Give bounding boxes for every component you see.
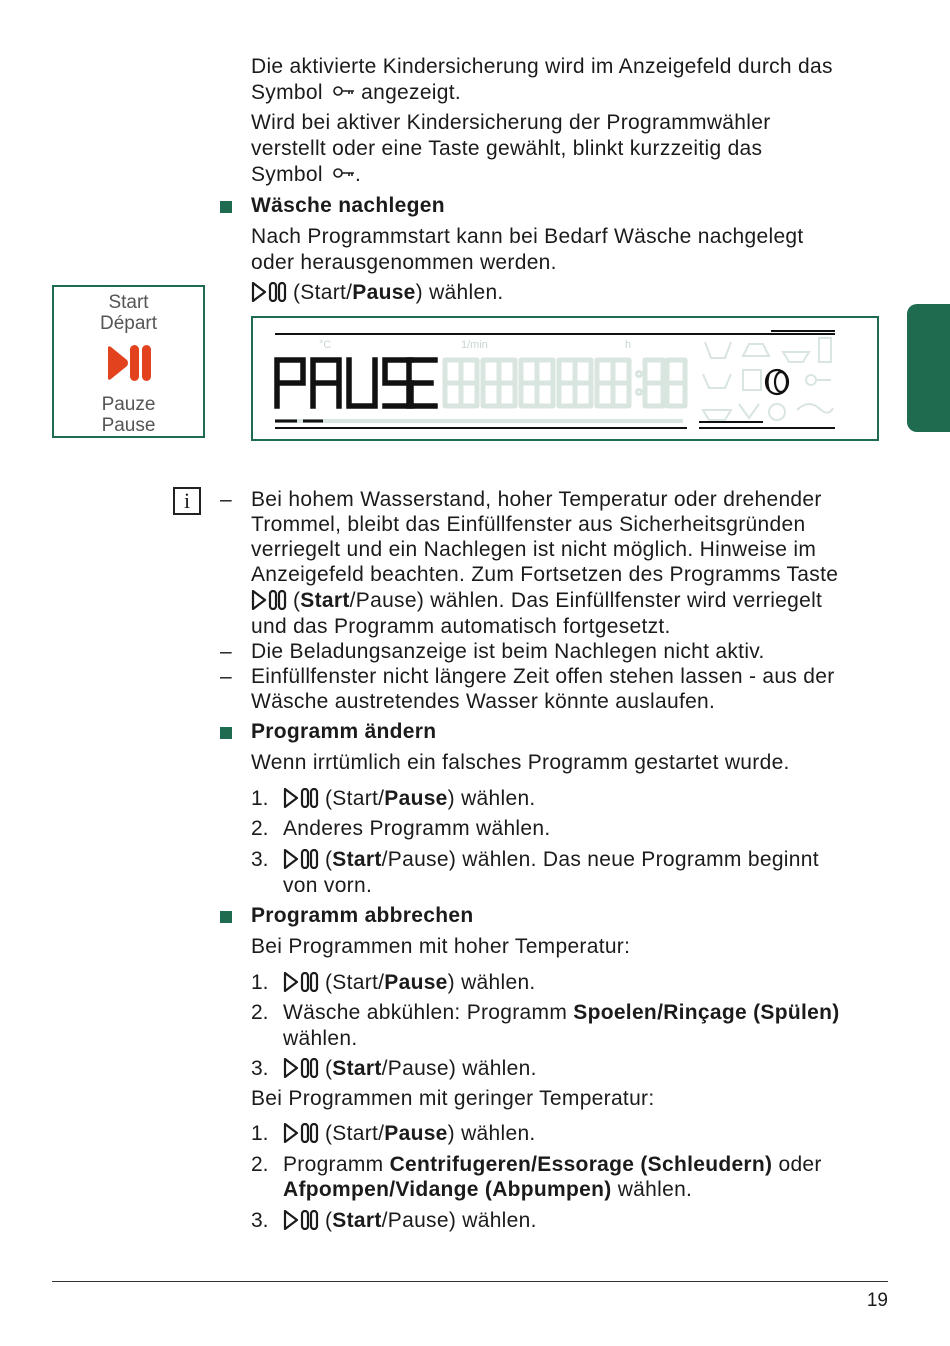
step-number: 3. xyxy=(251,1057,269,1080)
note-line: Trommel, bleibt das Einfüllfenster aus Sicherheitsgründen xyxy=(251,513,806,536)
lcd-text-value: PAUSE xyxy=(253,318,257,319)
paragraph-line: Bei Programmen mit hoher Temperatur: xyxy=(251,935,631,958)
button-label-start: Start xyxy=(108,292,149,313)
intro-line: verstellt oder eine Taste gewählt, blinkt kurzzeitig das xyxy=(251,137,763,160)
step-text: ) wählen. xyxy=(447,1122,536,1145)
lcd-temp-label: °C xyxy=(319,339,332,351)
step-bold: / xyxy=(657,1001,664,1024)
start-pause-icon xyxy=(283,1210,321,1230)
instruction-step-cont: wählen. xyxy=(283,1027,358,1050)
start-pause-icon xyxy=(283,972,321,992)
section-bullet xyxy=(220,727,232,739)
step-bold: Vidange (Abpumpen) xyxy=(395,1178,612,1201)
intro-line xyxy=(251,162,361,188)
chapter-tab xyxy=(907,304,950,432)
step-text: (Start/ xyxy=(325,971,385,994)
start-pause-icon xyxy=(107,345,153,381)
step-bold: Start xyxy=(332,1057,382,1080)
start-pause-icon xyxy=(283,1123,321,1143)
step-number: 3. xyxy=(251,848,269,871)
step-bold: Start xyxy=(332,1209,382,1232)
step-text: /Pause) wählen. xyxy=(381,1209,537,1232)
step-number: 3. xyxy=(251,1209,269,1232)
intro-symbol-word: Symbol xyxy=(251,163,323,186)
start-pause-icon xyxy=(283,788,321,808)
instruction-step xyxy=(283,1056,537,1082)
step-text: /Pause) wählen. Das neue Programm beginnt xyxy=(381,848,819,871)
start-pause-icon xyxy=(251,282,289,302)
step-number: 1. xyxy=(251,971,269,994)
paragraph-line: Wenn irrtümlich ein falsches Programm gestartet wurde. xyxy=(251,751,790,774)
step-number: 2. xyxy=(251,1153,269,1176)
step-number: 1. xyxy=(251,787,269,810)
page-number: 19 xyxy=(866,1290,888,1311)
step-text: ( xyxy=(325,1209,333,1232)
intro-line xyxy=(251,80,461,106)
start-pause-icon xyxy=(283,849,321,869)
step-text: ) wählen. xyxy=(447,971,536,994)
note-line: und das Programm automatisch fortgesetzt. xyxy=(251,615,671,638)
instruction-step xyxy=(283,1208,537,1234)
instruction-step xyxy=(283,786,536,812)
start-pause-button-illustration xyxy=(52,285,205,438)
instruction-step: Anderes Programm wählen. xyxy=(283,817,551,840)
step-number: 1. xyxy=(251,1122,269,1145)
instruction-step xyxy=(283,1121,536,1147)
instruction-step xyxy=(283,1152,822,1178)
instruction-step xyxy=(283,970,536,996)
instruction-step-cont: von vorn. xyxy=(283,874,373,897)
step-text: ( xyxy=(325,848,333,871)
note-line: Bei hohem Wasserstand, hoher Temperatur oder drehender xyxy=(251,488,822,511)
step-text: Programm xyxy=(283,1153,390,1176)
step-bold: Afpompen xyxy=(283,1178,390,1201)
step-text: (Start/ xyxy=(293,281,353,304)
intro-symbol-word: Symbol xyxy=(251,81,323,104)
info-icon: i xyxy=(173,487,201,515)
step-text: ) wählen. xyxy=(447,787,536,810)
step-bold: Centrifugeren xyxy=(389,1153,532,1176)
note-line: Anzeigefeld beachten. Zum Fortsetzen des Programms Taste xyxy=(251,563,839,586)
child-lock-key-icon xyxy=(333,85,355,97)
step-bold: / xyxy=(389,1178,396,1201)
note-line: verriegelt und ein Nachlegen ist nicht möglich. Hinweise im xyxy=(251,538,817,561)
step-bold: Essorage (Schleudern) xyxy=(537,1153,773,1176)
instruction-step xyxy=(251,280,504,306)
step-bold: Pause xyxy=(384,787,448,810)
footer-divider xyxy=(52,1281,888,1282)
step-text: wählen. xyxy=(611,1178,693,1201)
paragraph-line: oder herausgenommen werden. xyxy=(251,251,557,274)
intro-line: Die aktivierte Kindersicherung wird im Anzeigefeld durch das xyxy=(251,55,833,78)
instruction-step-cont xyxy=(283,1177,692,1203)
button-label-pauze: Pauze xyxy=(101,394,156,415)
section-heading: Wäsche nachlegen xyxy=(251,194,445,217)
step-number: 2. xyxy=(251,817,269,840)
step-text: (Start/ xyxy=(325,1122,385,1145)
paragraph-line: Nach Programmstart kann bei Bedarf Wäsche nachgelegt xyxy=(251,225,804,248)
section-heading: Programm abbrechen xyxy=(251,904,474,927)
step-bold: Pause xyxy=(352,281,416,304)
step-text: oder xyxy=(772,1153,822,1176)
start-pause-icon xyxy=(283,1058,321,1078)
drum-icon xyxy=(766,370,788,394)
step-bold: Spoelen xyxy=(573,1001,658,1024)
step-text: (Start/ xyxy=(325,787,385,810)
intro-text: angezeigt. xyxy=(361,81,462,104)
instruction-step xyxy=(283,1000,840,1026)
button-label-depart: Départ xyxy=(99,313,158,334)
note-line: Die Beladungsanzeige ist beim Nachlegen nicht aktiv. xyxy=(251,640,765,663)
step-text: ) wählen. xyxy=(415,281,504,304)
section-bullet xyxy=(220,911,232,923)
step-bold: / xyxy=(531,1153,538,1176)
note-text: /Pause) wählen. Das Einfüllfenster wird verriegelt xyxy=(349,589,823,612)
note-dash: – xyxy=(220,665,232,688)
step-text: Wäsche abkühlen: Programm xyxy=(283,1001,574,1024)
step-bold: Pause xyxy=(384,971,448,994)
step-bold: Start xyxy=(332,848,382,871)
intro-text: . xyxy=(354,163,362,186)
lcd-pause-text xyxy=(277,360,435,406)
note-line xyxy=(251,588,822,614)
step-bold: Pause xyxy=(384,1122,448,1145)
section-heading: Programm ändern xyxy=(251,720,437,743)
step-text: ( xyxy=(325,1057,333,1080)
child-lock-key-icon xyxy=(333,167,355,179)
lcd-hours-label: h xyxy=(625,339,632,351)
step-text: /Pause) wählen. xyxy=(381,1057,537,1080)
note-text: ( xyxy=(293,589,301,612)
note-dash: – xyxy=(220,488,232,511)
instruction-step xyxy=(283,847,819,873)
note-dash: – xyxy=(220,640,232,663)
lcd-rpm-label: 1/min xyxy=(461,339,488,351)
note-line: Einfüllfenster nicht längere Zeit offen stehen lassen - aus der xyxy=(251,665,835,688)
intro-line: Wird bei aktiver Kindersicherung der Programmwähler xyxy=(251,111,771,134)
button-label-pause: Pause xyxy=(101,415,156,436)
step-bold: Rinçage (Spülen) xyxy=(663,1001,840,1024)
lcd-display-illustration xyxy=(251,316,879,441)
note-line: Wäsche austretendes Wasser könnte auslaufen. xyxy=(251,690,716,713)
start-pause-icon xyxy=(251,590,289,610)
paragraph-line: Bei Programmen mit geringer Temperatur: xyxy=(251,1087,655,1110)
step-number: 2. xyxy=(251,1001,269,1024)
note-bold: Start xyxy=(300,589,350,612)
section-bullet xyxy=(220,201,232,213)
